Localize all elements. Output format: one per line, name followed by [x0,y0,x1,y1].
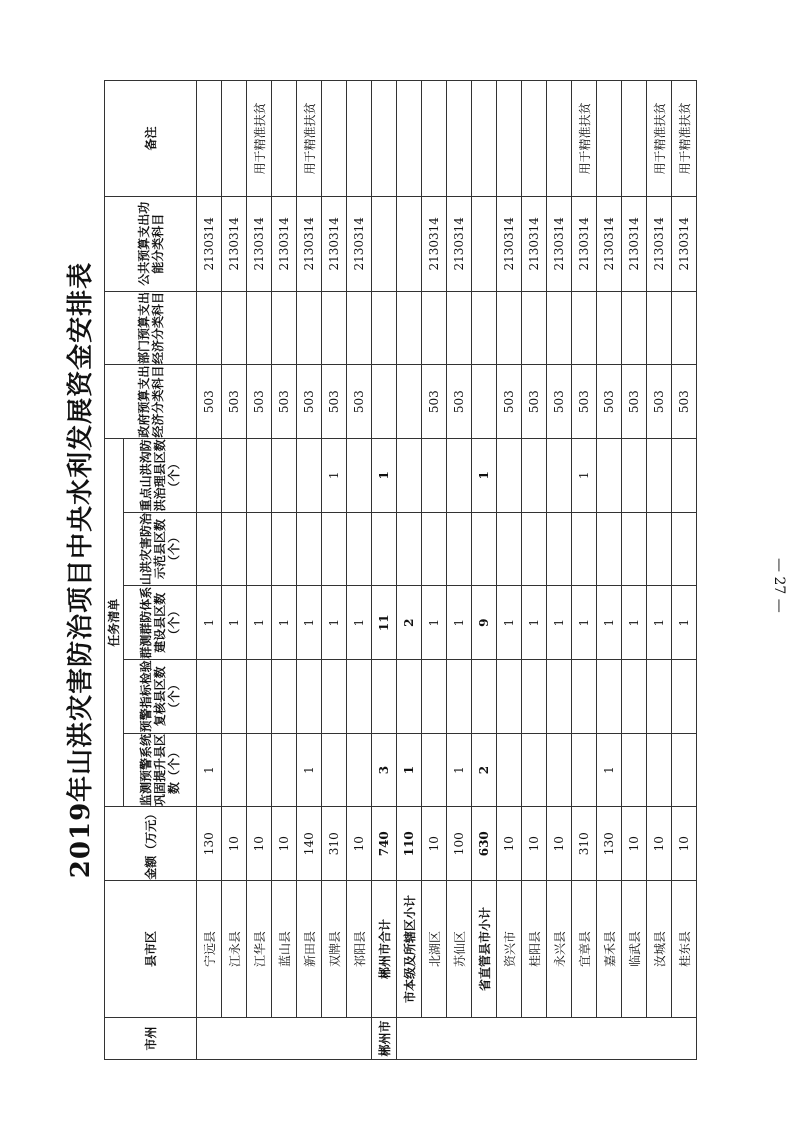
header-dept-econ: 部门预算支出经济分类科目 [105,291,197,365]
cell-remark [422,81,447,197]
cell-func: 2130314 [297,196,322,291]
cell-func [372,196,397,291]
cell-t3: 1 [672,586,697,660]
cell-amount: 10 [672,807,697,881]
cell-county: 宜章县 [572,881,597,1018]
city-cell-empty [397,1017,697,1059]
table-row [522,81,547,1060]
table-row [622,81,647,1060]
city-cell-empty [197,1017,372,1059]
cell-t4 [547,512,572,586]
fund-allocation-table [104,80,697,1060]
cell-func: 2130314 [347,196,372,291]
cell-t3: 1 [572,586,597,660]
header-amount: 金额（万元） [105,807,197,881]
cell-t5 [347,439,372,513]
cell-gov: 503 [322,365,347,439]
cell-t1 [572,733,597,807]
cell-county: 苏仙区 [447,881,472,1018]
table-row [472,81,497,1060]
cell-t5 [272,439,297,513]
table-row [397,81,422,1060]
cell-gov: 503 [247,365,272,439]
cell-func: 2130314 [322,196,347,291]
table-row [422,81,447,1060]
cell-county: 新田县 [297,881,322,1018]
cell-t4 [522,512,547,586]
table-row [647,81,672,1060]
table-row [197,81,222,1060]
cell-remark [372,81,397,197]
cell-t5: 1 [372,439,397,513]
cell-t1 [672,733,697,807]
cell-county: 江华县 [247,881,272,1018]
cell-t5 [222,439,247,513]
cell-gov: 503 [422,365,447,439]
cell-t4 [572,512,597,586]
cell-gov: 503 [547,365,572,439]
cell-remark [472,81,497,197]
cell-t5 [597,439,622,513]
cell-amount: 10 [647,807,672,881]
header-task4: 山洪灾害防治示范县区数（个） [124,512,197,586]
cell-gov: 503 [497,365,522,439]
cell-gov: 503 [572,365,597,439]
cell-dept [422,291,447,365]
table-row [347,81,372,1060]
cell-t3: 1 [647,586,672,660]
cell-t5 [547,439,572,513]
table-row [572,81,597,1060]
cell-county: 双牌县 [322,881,347,1018]
cell-remark [447,81,472,197]
cell-t4 [197,512,222,586]
header-task5: 重点山洪沟防洪治理县区数（个） [124,439,197,513]
cell-t2 [647,660,672,734]
cell-func: 2130314 [197,196,222,291]
table-row [372,81,397,1060]
cell-t3: 1 [272,586,297,660]
cell-func: 2130314 [597,196,622,291]
cell-t3: 1 [447,586,472,660]
cell-t2 [372,660,397,734]
cell-t5: 1 [472,439,497,513]
cell-remark [272,81,297,197]
cell-t1: 2 [472,733,497,807]
cell-amount: 100 [447,807,472,881]
cell-func [472,196,497,291]
header-task2: 预警指标检验复核县区数（个） [124,660,197,734]
cell-t5: 1 [322,439,347,513]
cell-t1 [622,733,647,807]
cell-t1 [422,733,447,807]
cell-dept [347,291,372,365]
cell-func: 2130314 [447,196,472,291]
cell-t3: 1 [197,586,222,660]
cell-amount: 140 [297,807,322,881]
cell-func: 2130314 [522,196,547,291]
cell-amount: 310 [322,807,347,881]
cell-t4 [497,512,522,586]
cell-remark [522,81,547,197]
cell-dept [322,291,347,365]
cell-t5 [247,439,272,513]
cell-gov: 503 [297,365,322,439]
cell-gov [397,365,422,439]
cell-t3: 2 [397,586,422,660]
cell-dept [247,291,272,365]
cell-t3: 1 [597,586,622,660]
cell-dept [672,291,697,365]
cell-t4 [672,512,697,586]
cell-gov: 503 [647,365,672,439]
cell-dept [197,291,222,365]
cell-remark: 用于精准扶贫 [247,81,272,197]
cell-county: 祁阳县 [347,881,372,1018]
cell-t1: 1 [397,733,422,807]
table-row [297,81,322,1060]
header-county: 县市区 [105,881,197,1018]
header-gov-econ: 政府预算支出经济分类科目 [105,365,197,439]
cell-func: 2130314 [272,196,297,291]
cell-t1 [272,733,297,807]
cell-t5 [447,439,472,513]
cell-t5 [197,439,222,513]
cell-county: 江永县 [222,881,247,1018]
cell-t1: 1 [197,733,222,807]
cell-gov: 503 [672,365,697,439]
cell-dept [222,291,247,365]
cell-t5 [622,439,647,513]
cell-dept [572,291,597,365]
cell-t5: 1 [572,439,597,513]
cell-dept [372,291,397,365]
cell-t1: 1 [447,733,472,807]
cell-t4 [472,512,497,586]
cell-remark [547,81,572,197]
header-task3: 群测群防体系建设县区数（个） [124,586,197,660]
cell-t4 [322,512,347,586]
table-row [672,81,697,1060]
cell-t4 [622,512,647,586]
cell-county: 临武县 [622,881,647,1018]
cell-t1 [647,733,672,807]
cell-func: 2130314 [622,196,647,291]
table-row [497,81,522,1060]
cell-t2 [472,660,497,734]
cell-dept [597,291,622,365]
cell-dept [647,291,672,365]
cell-dept [447,291,472,365]
cell-t5 [397,439,422,513]
cell-t1 [497,733,522,807]
city-cell: 郴州市 [372,1017,397,1059]
cell-t2 [497,660,522,734]
table-row [222,81,247,1060]
cell-dept [622,291,647,365]
cell-t4 [347,512,372,586]
cell-remark [222,81,247,197]
cell-county: 汝城县 [647,881,672,1018]
cell-t1 [347,733,372,807]
cell-t3: 1 [297,586,322,660]
table-row [322,81,347,1060]
cell-t3: 11 [372,586,397,660]
cell-remark [397,81,422,197]
cell-func: 2130314 [647,196,672,291]
cell-dept [497,291,522,365]
table-row [247,81,272,1060]
cell-amount: 740 [372,807,397,881]
cell-county: 资兴市 [497,881,522,1018]
cell-t1 [222,733,247,807]
cell-county: 宁远县 [197,881,222,1018]
cell-t1: 3 [372,733,397,807]
table-row [272,81,297,1060]
header-task1: 监测预警系统巩固提升县区数（个） [124,733,197,807]
cell-t2 [522,660,547,734]
cell-amount: 130 [197,807,222,881]
cell-t4 [222,512,247,586]
cell-t4 [647,512,672,586]
cell-t5 [422,439,447,513]
header-task-group: 任务清单 [105,439,124,807]
cell-t4 [247,512,272,586]
cell-t4 [372,512,397,586]
cell-t4 [447,512,472,586]
cell-county: 桂东县 [672,881,697,1018]
cell-remark [497,81,522,197]
cell-t2 [672,660,697,734]
header-city: 市州 [105,1017,197,1059]
cell-t3: 1 [347,586,372,660]
cell-remark: 用于精准扶贫 [572,81,597,197]
header-remark: 备注 [105,81,197,197]
cell-t5 [672,439,697,513]
cell-gov: 503 [347,365,372,439]
cell-t1: 1 [297,733,322,807]
cell-t4 [597,512,622,586]
cell-gov: 503 [197,365,222,439]
cell-t1 [547,733,572,807]
cell-t3: 1 [547,586,572,660]
cell-gov: 503 [522,365,547,439]
cell-t2 [622,660,647,734]
cell-t2 [597,660,622,734]
cell-dept [397,291,422,365]
cell-t3: 1 [522,586,547,660]
table-body [197,81,697,1060]
cell-t3: 1 [497,586,522,660]
table-row [447,81,472,1060]
cell-t2 [572,660,597,734]
cell-t2 [222,660,247,734]
cell-gov [372,365,397,439]
cell-t2 [247,660,272,734]
cell-amount: 10 [497,807,522,881]
cell-func: 2130314 [547,196,572,291]
cell-t3: 1 [222,586,247,660]
cell-t5 [497,439,522,513]
cell-amount: 10 [272,807,297,881]
cell-t2 [322,660,347,734]
cell-amount: 10 [222,807,247,881]
cell-t2 [297,660,322,734]
cell-county: 桂阳县 [522,881,547,1018]
cell-county: 市本级及所辖区小计 [397,881,422,1018]
cell-dept [547,291,572,365]
cell-t3: 1 [622,586,647,660]
table-row [597,81,622,1060]
cell-t4 [397,512,422,586]
cell-t2 [347,660,372,734]
cell-t4 [272,512,297,586]
cell-county: 北湖区 [422,881,447,1018]
cell-dept [472,291,497,365]
cell-func: 2130314 [672,196,697,291]
cell-amount: 10 [422,807,447,881]
cell-t5 [522,439,547,513]
cell-t2 [197,660,222,734]
cell-t1 [522,733,547,807]
cell-t2 [422,660,447,734]
cell-remark [347,81,372,197]
cell-remark [197,81,222,197]
cell-amount: 10 [522,807,547,881]
cell-gov: 503 [622,365,647,439]
cell-amount: 10 [347,807,372,881]
cell-gov [472,365,497,439]
cell-county: 郴州市合计 [372,881,397,1018]
cell-t3: 1 [247,586,272,660]
cell-t1: 1 [597,733,622,807]
cell-county: 嘉禾县 [597,881,622,1018]
document-title: 2019年山洪灾害防治项目中央水利发展资金安排表 [66,261,96,879]
cell-amount: 10 [622,807,647,881]
cell-func [397,196,422,291]
cell-t3: 1 [422,586,447,660]
cell-remark: 用于精准扶贫 [672,81,697,197]
cell-t2 [447,660,472,734]
cell-func: 2130314 [572,196,597,291]
page-number: — 27 — [771,557,787,613]
cell-gov: 503 [272,365,297,439]
cell-gov: 503 [222,365,247,439]
cell-amount: 130 [597,807,622,881]
cell-func: 2130314 [222,196,247,291]
cell-remark [322,81,347,197]
cell-county: 省直管县市小计 [472,881,497,1018]
cell-t2 [547,660,572,734]
cell-remark: 用于精准扶贫 [647,81,672,197]
cell-dept [522,291,547,365]
cell-t5 [647,439,672,513]
cell-t3: 1 [322,586,347,660]
cell-county: 永兴县 [547,881,572,1018]
cell-func: 2130314 [422,196,447,291]
cell-t3: 9 [472,586,497,660]
cell-county: 蓝山县 [272,881,297,1018]
cell-t4 [297,512,322,586]
cell-remark [597,81,622,197]
cell-t2 [397,660,422,734]
cell-gov: 503 [447,365,472,439]
cell-amount: 110 [397,807,422,881]
cell-func: 2130314 [497,196,522,291]
cell-gov: 503 [597,365,622,439]
rotated-sheet [60,80,700,1060]
cell-t2 [272,660,297,734]
cell-dept [272,291,297,365]
cell-dept [297,291,322,365]
cell-amount: 10 [547,807,572,881]
cell-remark: 用于精准扶贫 [297,81,322,197]
cell-amount: 310 [572,807,597,881]
cell-t5 [297,439,322,513]
cell-remark [622,81,647,197]
cell-t4 [422,512,447,586]
cell-func: 2130314 [247,196,272,291]
cell-t1 [322,733,347,807]
cell-amount: 630 [472,807,497,881]
table-row [547,81,572,1060]
cell-amount: 10 [247,807,272,881]
cell-t1 [247,733,272,807]
header-func: 公共预算支出功能分类科目 [105,196,197,291]
